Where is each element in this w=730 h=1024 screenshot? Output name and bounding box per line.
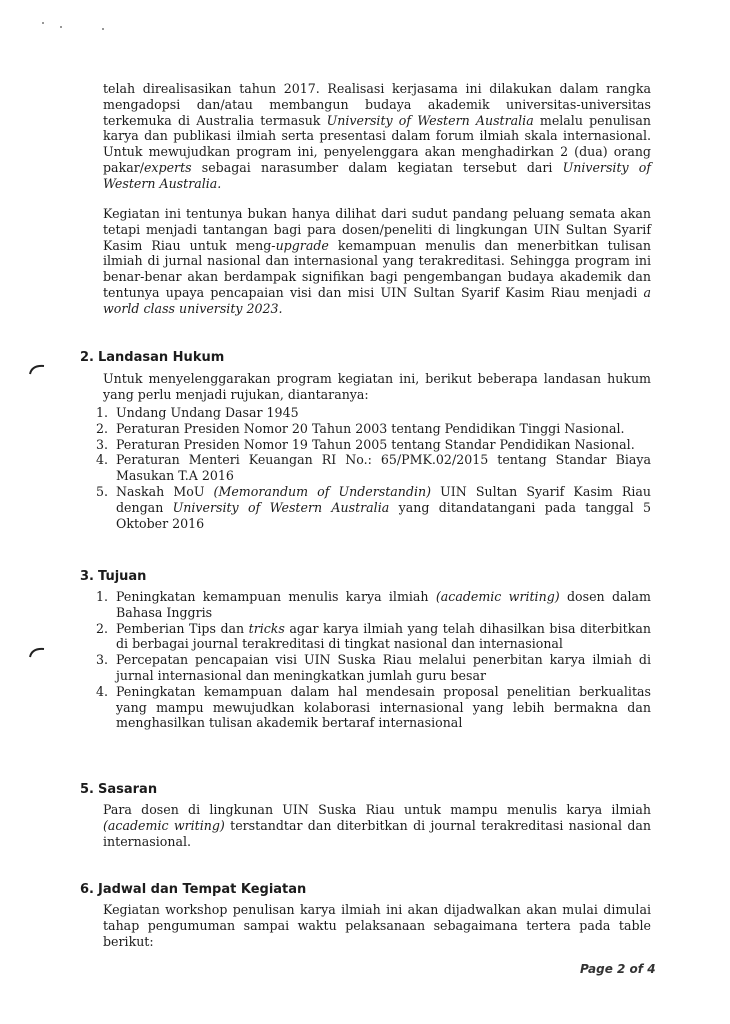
section-heading-landasan-hukum: 2. Landasan Hukum	[80, 350, 225, 365]
section-intro-landasan-hukum: Untuk menyelenggarakan program kegiatan ini, berikut beberapa landasan hukum yang perlu menjadi rujukan, diantaranya:	[103, 371, 651, 402]
intro-paragraph-1: telah direalisasikan tahun 2017. Realisasi kerjasama ini dilakukan dalam rangka mengadopsi dan/atau membangun budaya akademik universitas-universitas terkemuka di Australia termasuk University of Western Australia melalu penulisan karya dan publikasi ilmiah serta presentasi dalam forum ilmiah skala internasional. Untuk mewujudkan program ini, penyelenggara akan menghadirkan 2 (dua) orang pakar/experts sebagai narasumber dalam kegiatan tersebut dari University of Western Australia.	[103, 81, 652, 191]
list-item: 2. Pemberian Tips dan tricks agar karya ilmiah yang telah dihasilkan bisa diterbitkan di berbagai journal terakreditasi di tingkat nasional dan internasional	[96, 620, 651, 652]
section-body-jadwal: Kegiatan workshop penulisan karya ilmiah ini akan dijadwalkan akan mulai dimulai tahap pengumuman sampai waktu pelaksanaan sebagaimana tertera pada table berikut:	[103, 902, 651, 949]
list-item: 2. Peraturan Presiden Nomor 20 Tahun 2003 tentang Pendidikan Tinggi Nasional.	[96, 420, 625, 436]
intro-paragraph-2: Kegiatan ini tentunya bukan hanya dilihat dari sudut pandang peluang semata akan tetapi menjadi tantangan bagi para dosen/peneliti di lingkungan UIN Sultan Syarif Kasim Riau untuk meng-upgrade kemampuan menulis dan menerbitkan tulisan ilmiah di jurnal nasional dan internasional yang terakreditasi. Sehingga program ini benar-benar akan berdampak signifikan bagi pengembangan budaya akademik dan tentunya upaya pencapaian visi dan misi UIN Sultan Syarif Kasim Riau menjadi a world class university 2023.	[103, 206, 651, 316]
list-item: 5. Naskah MoU (Memorandum of Understandin) UIN Sultan Syarif Kasim Riau dengan University of Western Australia yang ditandatangani pada tanggal 5 Oktober 2016	[96, 483, 651, 531]
section-body-sasaran: Para dosen di lingkunan UIN Suska Riau untuk mampu menulis karya ilmiah (academic writing) terstandtar dan diterbitkan di journal terakreditasi nasional dan internasional.	[103, 802, 652, 849]
list-item: 1. Undang Undang Dasar 1945	[96, 405, 299, 420]
section-heading-jadwal: 6. Jadwal dan Tempat Kegiatan	[80, 882, 307, 897]
scan-speckles	[38, 14, 108, 32]
list-item: 4. Peningkatan kemampuan dalam hal mendesain proposal penelitian berkualitas yang mampu mewujudkan kolaborasi internasional yang lebih bermakna dan menghasilkan tulisan akademik bertaraf internasional	[96, 683, 651, 731]
list-landasan-hukum	[96, 405, 651, 531]
section-heading-tujuan: 3. Tujuan	[80, 569, 147, 584]
margin-mark-icon	[28, 645, 46, 659]
list-item: 3. Peraturan Presiden Nomor 19 Tahun 2005 tentang Standar Pendidikan Nasional.	[96, 436, 635, 452]
list-item: 4. Peraturan Menteri Keuangan RI No.: 65/PMK.02/2015 tentang Standar Biaya Masukan T.A 2016	[96, 452, 651, 484]
margin-mark-icon	[28, 362, 46, 376]
list-item: 1. Peningkatan kemampuan menulis karya ilmiah (academic writing) dosen dalam Bahasa Inggris	[96, 589, 651, 620]
page-number: Page 2 of 4	[580, 962, 656, 976]
list-tujuan	[96, 589, 651, 731]
list-item: 3. Percepatan pencapaian visi UIN Suska Riau melalui penerbitan karya ilmiah di jurnal internasional dan meningkatkan jumlah guru besar	[96, 652, 651, 683]
section-heading-sasaran: 5. Sasaran	[80, 782, 158, 797]
